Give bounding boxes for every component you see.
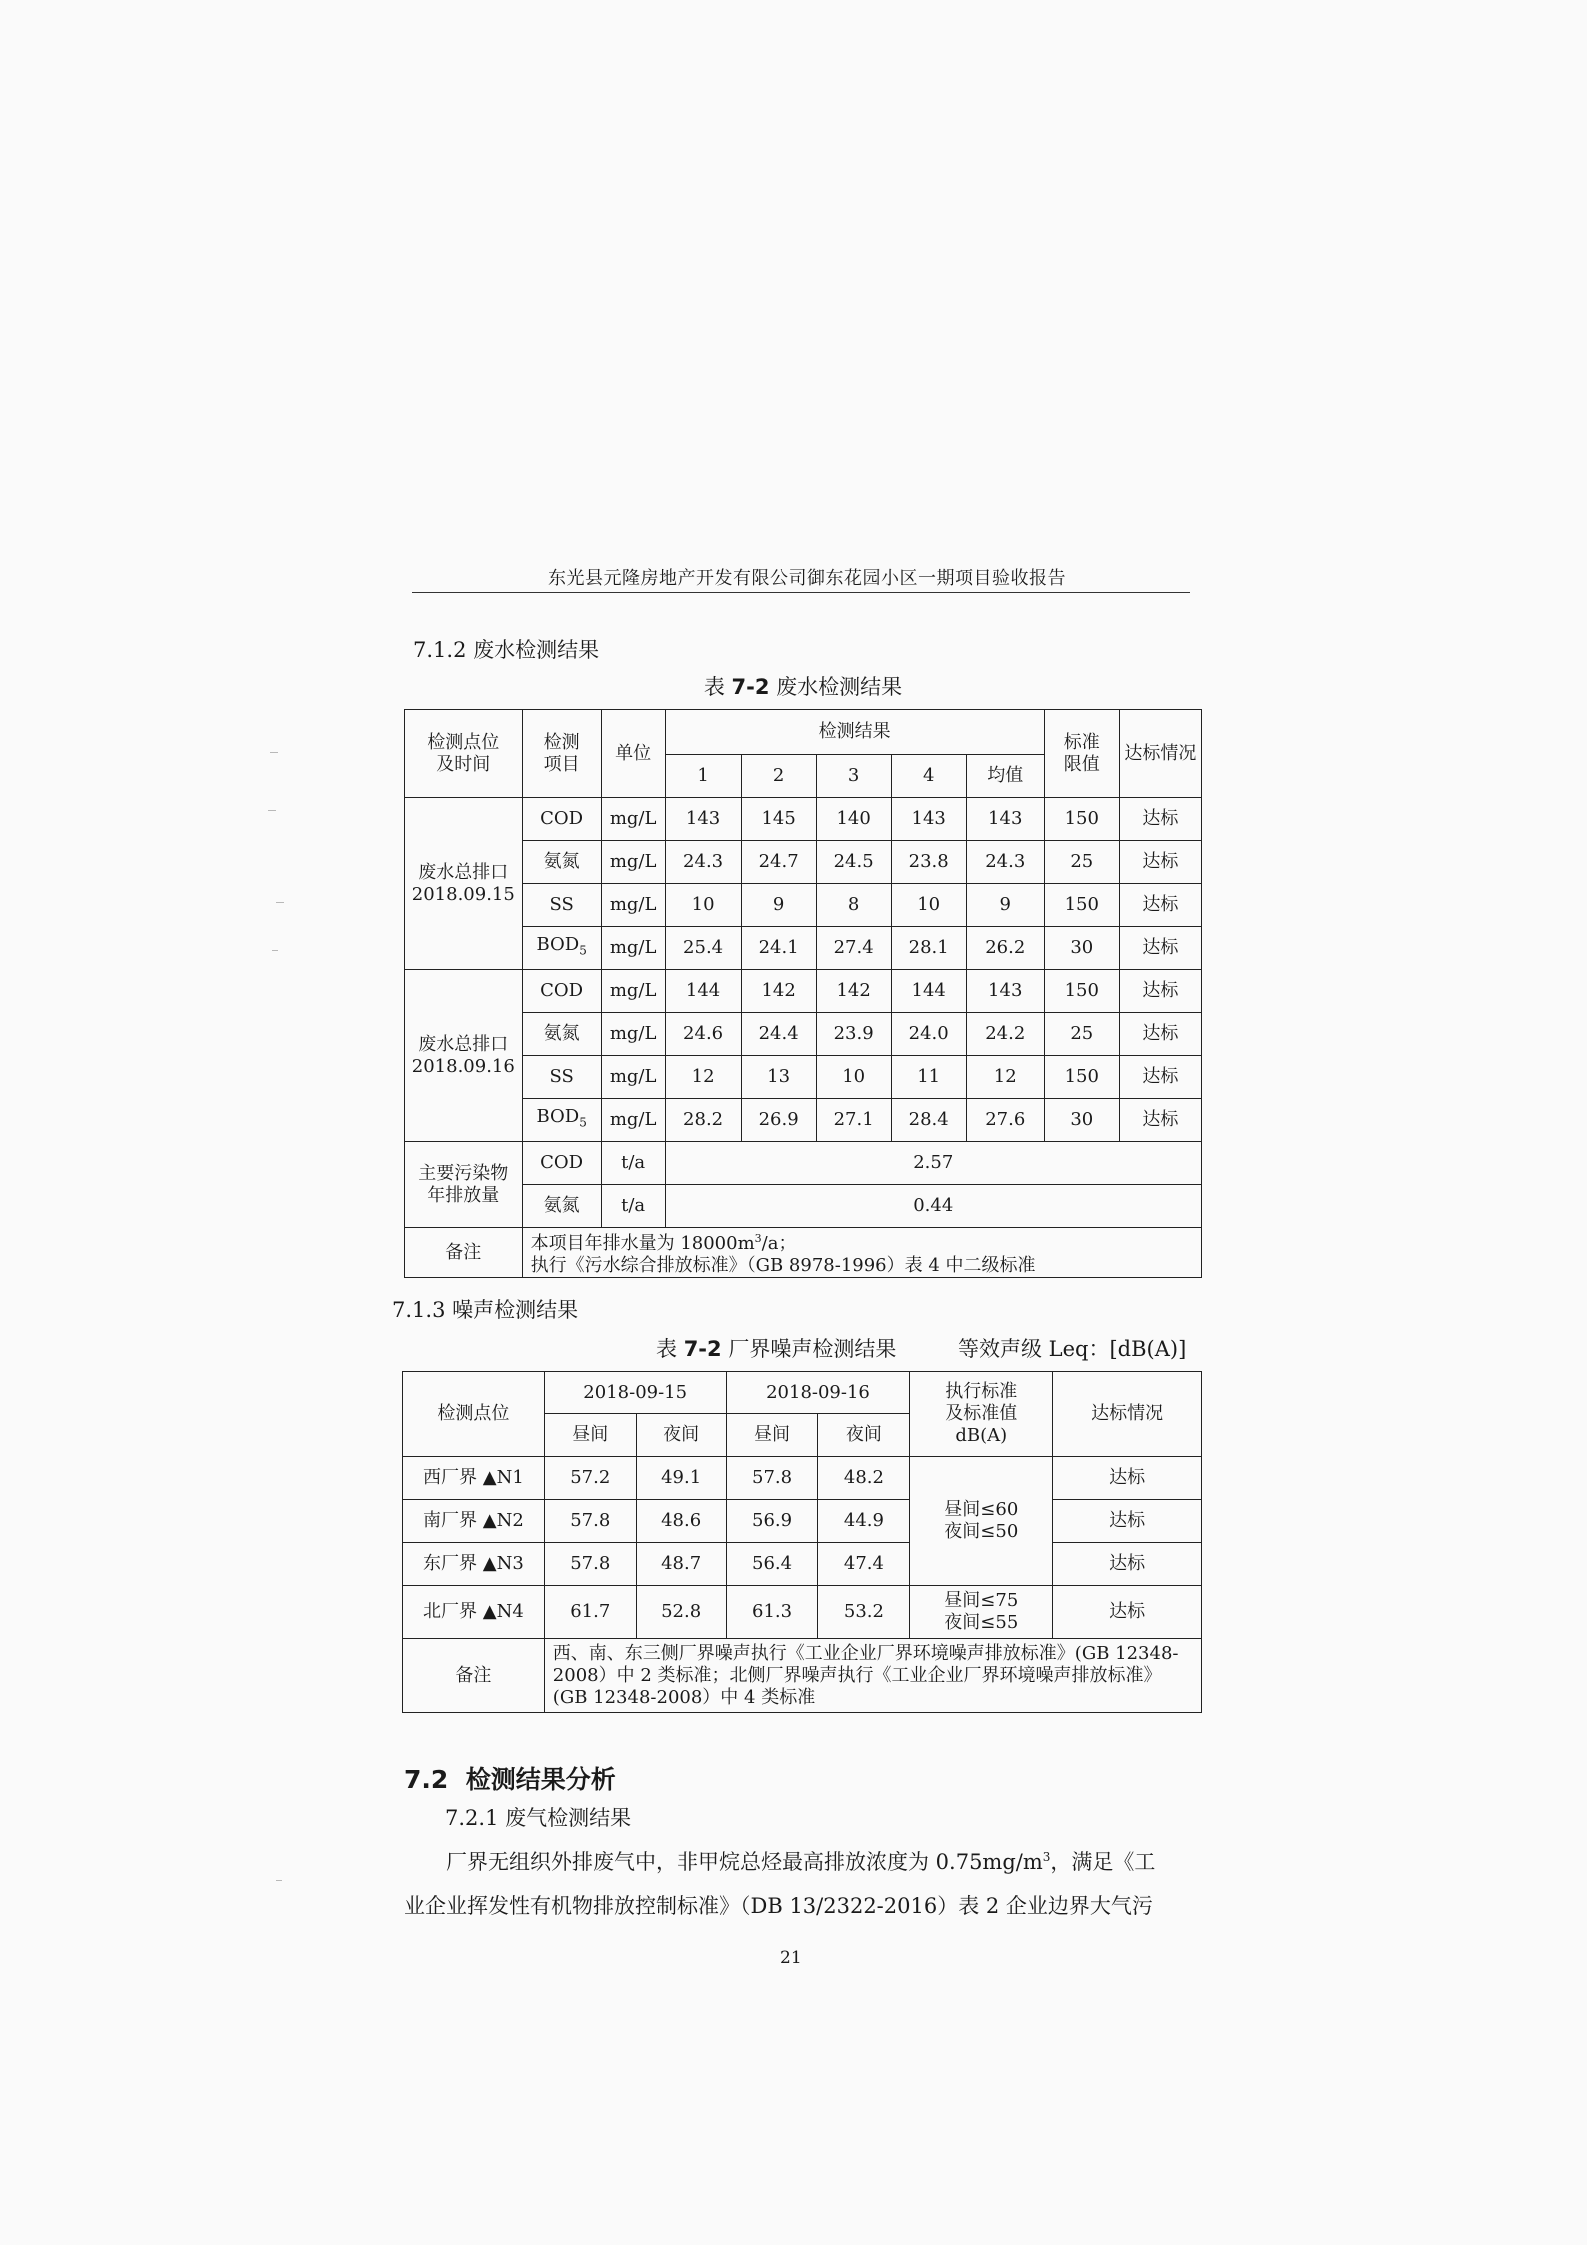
cell-point: 西厂界 ▲N1: [403, 1457, 545, 1500]
header-day: 昼间: [544, 1414, 636, 1457]
cell-annual-value: 2.57: [665, 1142, 1201, 1185]
header-point: 检测点位 及时间: [405, 710, 523, 798]
table-caption-noise: 表 7-2 厂界噪声检测结果: [656, 1337, 897, 1361]
table-row: [405, 1056, 1202, 1099]
cell-value: 144: [665, 970, 741, 1013]
cell-value: 11: [891, 1056, 966, 1099]
page-number: 21: [780, 1948, 802, 1968]
cell-item: COD: [522, 798, 601, 841]
cell-limit: 150: [1044, 798, 1119, 841]
header-col-2: 2: [741, 755, 816, 798]
header-status: 达标情况: [1119, 710, 1201, 798]
cell-value: 28.2: [665, 1099, 741, 1142]
cell-item: 氨氮: [522, 841, 601, 884]
paragraph-line: 业企业挥发性有机物排放控制标准》（DB 13/2322-2016）表 2 企业边界大气污: [404, 1894, 1153, 1918]
cell-value: 24.0: [891, 1013, 966, 1056]
cell-value: 24.3: [665, 841, 741, 884]
cell-value: 27.1: [816, 1099, 891, 1142]
cell-item: 氨氮: [522, 1013, 601, 1056]
header-day: 昼间: [726, 1414, 818, 1457]
scan-mark: [276, 902, 284, 903]
cell-value: 57.2: [544, 1457, 636, 1500]
header-results: 检测结果: [665, 710, 1044, 755]
cell-value: 26.9: [741, 1099, 816, 1142]
wastewater-results-table: [404, 709, 1202, 1278]
table-row: [403, 1586, 1202, 1639]
header-date-1: 2018-09-15: [544, 1372, 726, 1414]
running-header: 东光县元隆房地产开发有限公司御东花园小区一期项目验收报告: [548, 568, 1066, 589]
cell-value: 52.8: [636, 1586, 726, 1639]
cell-unit: mg/L: [601, 927, 665, 970]
cell-value: 140: [816, 798, 891, 841]
header-status: 达标情况: [1053, 1372, 1202, 1457]
cell-value: 27.4: [816, 927, 891, 970]
cell-value: 25.4: [665, 927, 741, 970]
cell-value: 61.3: [726, 1586, 818, 1639]
cell-unit: mg/L: [601, 884, 665, 927]
header-date-2: 2018-09-16: [726, 1372, 910, 1414]
cell-unit: mg/L: [601, 798, 665, 841]
cell-status: 达标: [1119, 1099, 1201, 1142]
cell-value: 13: [741, 1056, 816, 1099]
header-night: 夜间: [818, 1414, 910, 1457]
section-heading-7-2: 7.2 检测结果分析: [404, 1765, 616, 1794]
scan-mark: [270, 752, 278, 753]
scan-mark: [268, 810, 276, 811]
cell-limit: 150: [1044, 1056, 1119, 1099]
cell-item: SS: [522, 1056, 601, 1099]
cell-value: 48.6: [636, 1500, 726, 1543]
cell-item: 氨氮: [522, 1185, 601, 1228]
header-point: 检测点位: [403, 1372, 545, 1457]
cell-limit: 150: [1044, 884, 1119, 927]
header-standard: 执行标准 及标准值 dB(A): [910, 1372, 1053, 1457]
cell-value: 24.6: [665, 1013, 741, 1056]
header-rule: [412, 592, 1190, 593]
cell-standard: 昼间≤60 夜间≤50: [910, 1457, 1053, 1586]
cell-value: 24.7: [741, 841, 816, 884]
cell-status: 达标: [1053, 1500, 1202, 1543]
header-limit: 标准 限值: [1044, 710, 1119, 798]
cell-mean: 24.2: [966, 1013, 1044, 1056]
cell-value: 143: [891, 798, 966, 841]
cell-value: 145: [741, 798, 816, 841]
table-row: [405, 1142, 1202, 1185]
cell-point: 南厂界 ▲N2: [403, 1500, 545, 1543]
cell-item: COD: [522, 970, 601, 1013]
cell-status: 达标: [1119, 927, 1201, 970]
cell-limit: 25: [1044, 841, 1119, 884]
cell-item: $BOD_5$: [522, 1099, 601, 1142]
cell-value: 28.4: [891, 1099, 966, 1142]
cell-value: 57.8: [726, 1457, 818, 1500]
cell-limit: 30: [1044, 1099, 1119, 1142]
table-caption-wastewater: 表 7-2 废水检测结果: [703, 675, 903, 699]
cell-status: 达标: [1053, 1586, 1202, 1639]
cell-value: 49.1: [636, 1457, 726, 1500]
header-unit: 单位: [601, 710, 665, 798]
cell-value: 144: [891, 970, 966, 1013]
cell-mean: 27.6: [966, 1099, 1044, 1142]
cell-value: 9: [741, 884, 816, 927]
table-row: [405, 1013, 1202, 1056]
cell-mean: 12: [966, 1056, 1044, 1099]
cell-value: 47.4: [818, 1543, 910, 1586]
cell-value: 8: [816, 884, 891, 927]
table-row: [405, 970, 1202, 1013]
cell-value: 10: [891, 884, 966, 927]
table-row: [405, 927, 1202, 970]
cell-status: 达标: [1119, 884, 1201, 927]
cell-unit: mg/L: [601, 1013, 665, 1056]
cell-status: 达标: [1053, 1543, 1202, 1586]
cell-item: $BOD_5$: [522, 927, 601, 970]
table-caption-unit: 等效声级 Leq：[dB(A)]: [958, 1337, 1187, 1361]
cell-point: 东厂界 ▲N3: [403, 1543, 545, 1586]
noise-results-table: [402, 1371, 1202, 1713]
cell-value: 10: [665, 884, 741, 927]
annual-label: 主要污染物 年排放量: [405, 1142, 523, 1228]
cell-unit: mg/L: [601, 1099, 665, 1142]
cell-unit: mg/L: [601, 841, 665, 884]
cell-value: 24.5: [816, 841, 891, 884]
cell-mean: 24.3: [966, 841, 1044, 884]
section-heading-7-1-3: 7.1.3 噪声检测结果: [392, 1298, 579, 1322]
paragraph-line: 厂界无组织外排废气中，非甲烷总烃最高排放浓度为 $0.75mg/m^3$，满足《工: [446, 1850, 1156, 1874]
cell-mean: 9: [966, 884, 1044, 927]
table-row: [405, 841, 1202, 884]
cell-standard: 昼间≤75 夜间≤55: [910, 1586, 1053, 1639]
cell-status: 达标: [1119, 798, 1201, 841]
table-row: [403, 1500, 1202, 1543]
cell-unit: t/a: [601, 1142, 665, 1185]
cell-value: 23.9: [816, 1013, 891, 1056]
cell-value: 28.1: [891, 927, 966, 970]
table-row: [405, 1185, 1202, 1228]
cell-value: 53.2: [818, 1586, 910, 1639]
cell-mean: 143: [966, 798, 1044, 841]
cell-mean: 26.2: [966, 927, 1044, 970]
note-label: 备注: [403, 1639, 545, 1713]
scan-mark: [272, 950, 278, 951]
scan-mark: [276, 1880, 282, 1881]
cell-value: 12: [665, 1056, 741, 1099]
note-text: 西、南、东三侧厂界噪声执行《工业企业厂界环境噪声排放标准》(GB 12348-2008）中 2 类标准；北侧厂界噪声执行《工业企业厂界环境噪声排放标准》(GB 12348-2008）中 4 类标准: [544, 1639, 1201, 1713]
cell-mean: 143: [966, 970, 1044, 1013]
cell-item: COD: [522, 1142, 601, 1185]
cell-value: 44.9: [818, 1500, 910, 1543]
cell-unit: mg/L: [601, 970, 665, 1013]
cell-item: SS: [522, 884, 601, 927]
cell-annual-value: 0.44: [665, 1185, 1201, 1228]
header-night: 夜间: [636, 1414, 726, 1457]
cell-status: 达标: [1119, 970, 1201, 1013]
cell-value: 24.4: [741, 1013, 816, 1056]
table-row: [405, 1228, 1202, 1278]
note-text: 本项目年排水量为 $18000m^3/a$； 执行《污水综合排放标准》（GB 8978-1996）表 4 中二级标准: [522, 1228, 1201, 1278]
table-row: [403, 1639, 1202, 1713]
header-col-1: 1: [665, 755, 741, 798]
cell-limit: 25: [1044, 1013, 1119, 1056]
table-row: [403, 1457, 1202, 1500]
section-heading-7-1-2: 7.1.2 废水检测结果: [413, 638, 600, 662]
cell-limit: 30: [1044, 927, 1119, 970]
cell-value: 48.2: [818, 1457, 910, 1500]
cell-status: 达标: [1119, 1056, 1201, 1099]
note-label: 备注: [405, 1228, 523, 1278]
section-heading-7-2-1: 7.2.1 废气检测结果: [445, 1806, 632, 1830]
cell-value: 57.8: [544, 1500, 636, 1543]
table-row: [403, 1543, 1202, 1586]
table-row: [405, 1099, 1202, 1142]
cell-unit: t/a: [601, 1185, 665, 1228]
cell-limit: 150: [1044, 970, 1119, 1013]
cell-status: 达标: [1119, 1013, 1201, 1056]
cell-status: 达标: [1119, 841, 1201, 884]
group-point: 废水总排口 2018.09.15: [405, 798, 523, 970]
table-row: [405, 884, 1202, 927]
header-col-4: 4: [891, 755, 966, 798]
cell-unit: mg/L: [601, 1056, 665, 1099]
header-col-mean: 均值: [966, 755, 1044, 798]
group-point: 废水总排口 2018.09.16: [405, 970, 523, 1142]
cell-value: 23.8: [891, 841, 966, 884]
cell-value: 24.1: [741, 927, 816, 970]
table-row: [405, 798, 1202, 841]
cell-status: 达标: [1053, 1457, 1202, 1500]
header-item: 检测 项目: [522, 710, 601, 798]
cell-point: 北厂界 ▲N4: [403, 1586, 545, 1639]
header-col-3: 3: [816, 755, 891, 798]
cell-value: 142: [741, 970, 816, 1013]
cell-value: 48.7: [636, 1543, 726, 1586]
cell-value: 142: [816, 970, 891, 1013]
cell-value: 57.8: [544, 1543, 636, 1586]
cell-value: 61.7: [544, 1586, 636, 1639]
cell-value: 56.4: [726, 1543, 818, 1586]
cell-value: 143: [665, 798, 741, 841]
cell-value: 10: [816, 1056, 891, 1099]
cell-value: 56.9: [726, 1500, 818, 1543]
